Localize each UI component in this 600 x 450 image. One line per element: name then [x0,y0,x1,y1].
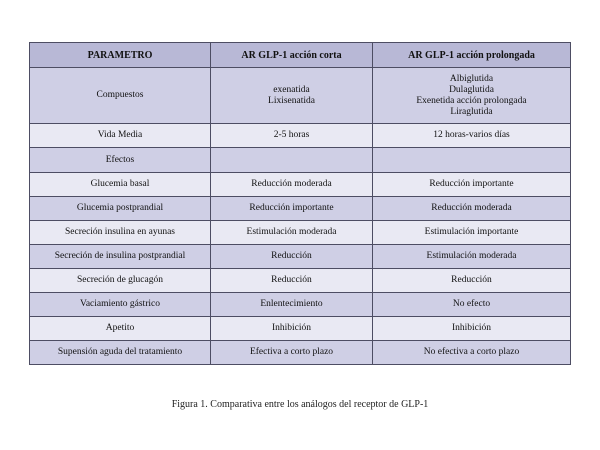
table-row [30,317,571,341]
cell-line: Reducción [271,275,312,285]
cell-short-acting [211,269,373,293]
cell-long-acting [373,245,571,269]
table-header-row [30,43,571,68]
table-row [30,293,571,317]
cell-long-acting [373,269,571,293]
cell-line: 2-5 horas [273,130,310,140]
cell-line: Reducción importante [249,203,334,213]
table-row [30,221,571,245]
cell-parametro: Compuestos [30,68,211,124]
header-long-acting: AR GLP-1 acción prolongada [373,43,571,68]
cell-parametro: Glucemia postprandial [30,197,211,221]
cell-short-acting [211,245,373,269]
cell-line: Albiglutida [449,73,494,84]
cell-line: Reducción moderada [431,203,512,213]
cell-short-acting [211,197,373,221]
cell-line: exenatida [273,84,310,95]
cell-line: Exenetida acción prolongada [416,95,527,106]
table-row [30,197,571,221]
table-body [30,68,571,365]
cell-parametro: Efectos [30,148,211,173]
cell-line: Reducción [271,251,312,261]
cell-parametro: Secreción insulina en ayunas [30,221,211,245]
comparison-table [29,42,571,365]
cell-parametro: Vaciamiento gástrico [30,293,211,317]
table-row [30,173,571,197]
cell-line: Inhibición [451,323,492,333]
cell-long-acting [373,293,571,317]
cell-parametro: Glucemia basal [30,173,211,197]
table-row [30,269,571,293]
cell-line: Efectiva a corto plazo [249,347,334,357]
cell-long-acting [373,68,571,124]
cell-parametro: Secreción de glucagón [30,269,211,293]
cell-short-acting [211,68,373,124]
cell-short-acting [211,221,373,245]
cell-short-acting [211,341,373,365]
cell-parametro: Supensión aguda del tratamiento [30,341,211,365]
table-row [30,68,571,124]
header-parametro: PARAMETRO [30,43,211,68]
table-row [30,148,571,173]
cell-line: Estimulación moderada [426,251,517,261]
cell-line: Inhibición [271,323,312,333]
cell-line: Liraglutida [450,106,493,117]
cell-long-acting [373,317,571,341]
cell-parametro: Secreción de insulina postprandial [30,245,211,269]
cell-short-acting [211,293,373,317]
cell-short-acting [211,173,373,197]
table-row [30,124,571,148]
header-short-acting: AR GLP-1 acción corta [211,43,373,68]
figure-caption: Figura 1. Comparativa entre los análogos del receptor de GLP-1 [171,399,429,410]
cell-short-acting [211,317,373,341]
cell-line: Reducción importante [429,179,514,189]
cell-long-acting [373,221,571,245]
cell-line: Estimulación importante [424,227,519,237]
cell-long-acting [373,173,571,197]
cell-parametro: Vida Media [30,124,211,148]
cell-short-acting [211,124,373,148]
cell-line: Reducción [451,275,492,285]
cell-parametro: Apetito [30,317,211,341]
table-row [30,245,571,269]
cell-line: Lixisenatida [268,95,315,106]
cell-short-acting [211,148,373,173]
cell-line: 12 horas-varios días [433,130,510,140]
cell-long-acting [373,124,571,148]
cell-long-acting [373,148,571,173]
cell-line: Estimulación moderada [246,227,337,237]
cell-long-acting [373,341,571,365]
cell-line: No efecto [452,299,491,309]
cell-line: Dulaglutida [449,84,494,95]
table-row [30,341,571,365]
cell-long-acting [373,197,571,221]
cell-line: Reducción moderada [251,179,332,189]
cell-line: Enlentecimiento [260,299,323,309]
cell-line: No efectiva a corto plazo [423,347,520,357]
